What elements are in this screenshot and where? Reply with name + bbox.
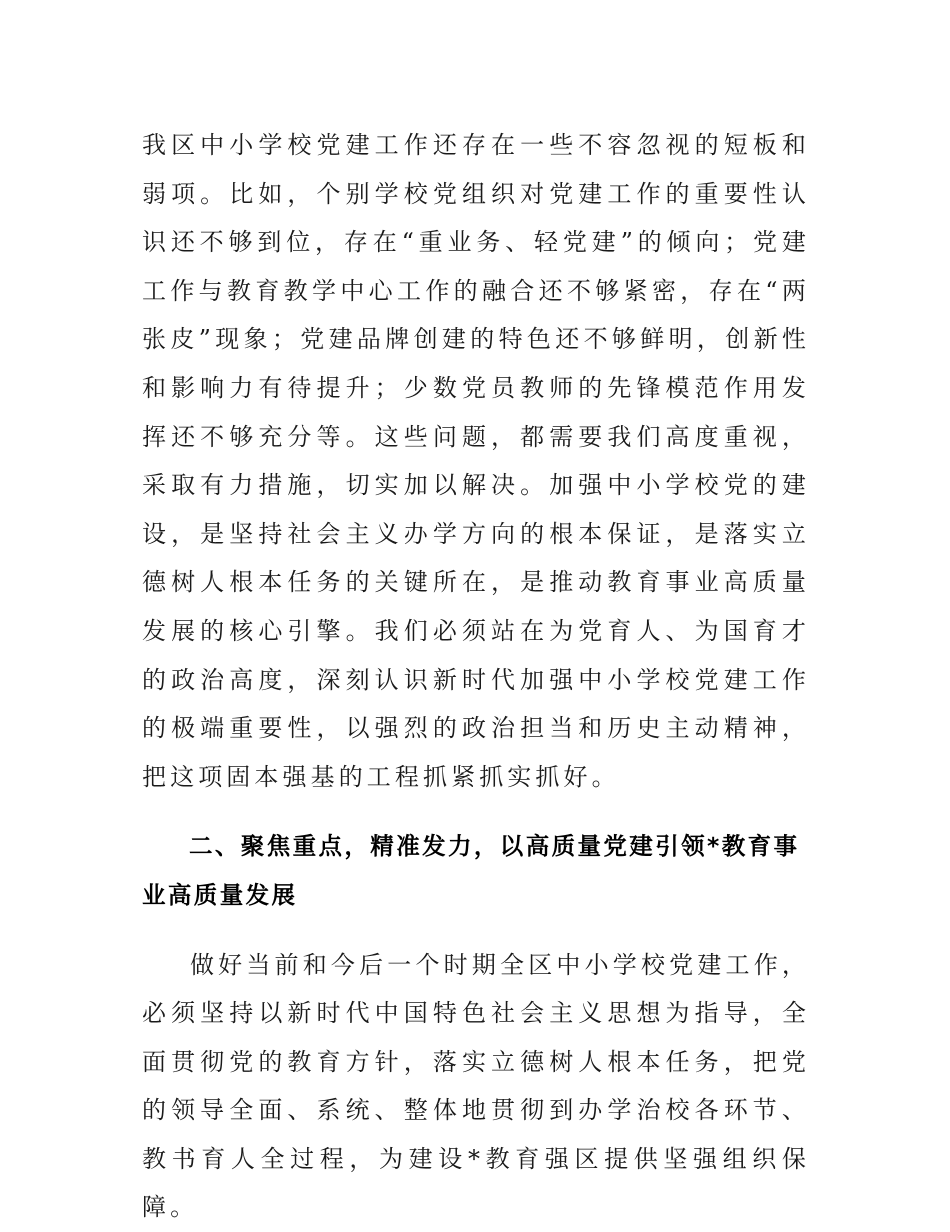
body-paragraph-shortcomings: 我区中小学校党建工作还存在一些不容忽视的短板和弱项。比如，个别学校党组织对党建工作的重要性认识还不够到位，存在“重业务、轻党建”的倾向；党建工作与教育教学中心工作的融合还不够紧密，存在“两张皮”现象；党建品牌创建的特色还不够鲜明，创新性和影响力有待提升；少数党员教师的先锋模范作用发挥还不够充分等。这些问题，都需要我们高度重视，采取有力措施，切实加以解决。加强中小学校党的建设，是坚持社会主义办学方向的根本保证，是落实立德树人根本任务的关键所在，是推动教育事业高质量发展的核心引擎。我们必须站在为党育人、为国育才的政治高度，深刻认识新时代加强中小学校党建工作的极端重要性，以强烈的政治担当和历史主动精神，把这项固本强基的工程抓紧抓实抓好。 [142, 121, 810, 801]
document-body [142, 121, 810, 1232]
section-heading-two: 二、聚焦重点，精准发力，以高质量党建引领*教育事业高质量发展 [142, 822, 810, 919]
body-paragraph-guidance: 做好当前和今后一个时期全区中小学校党建工作，必须坚持以新时代中国特色社会主义思想为指导，全面贯彻党的教育方针，落实立德树人根本任务，把党的领导全面、系统、整体地贯彻到办学治校各环节、教书育人全过程，为建设*教育强区提供坚强组织保障。 [142, 941, 810, 1232]
